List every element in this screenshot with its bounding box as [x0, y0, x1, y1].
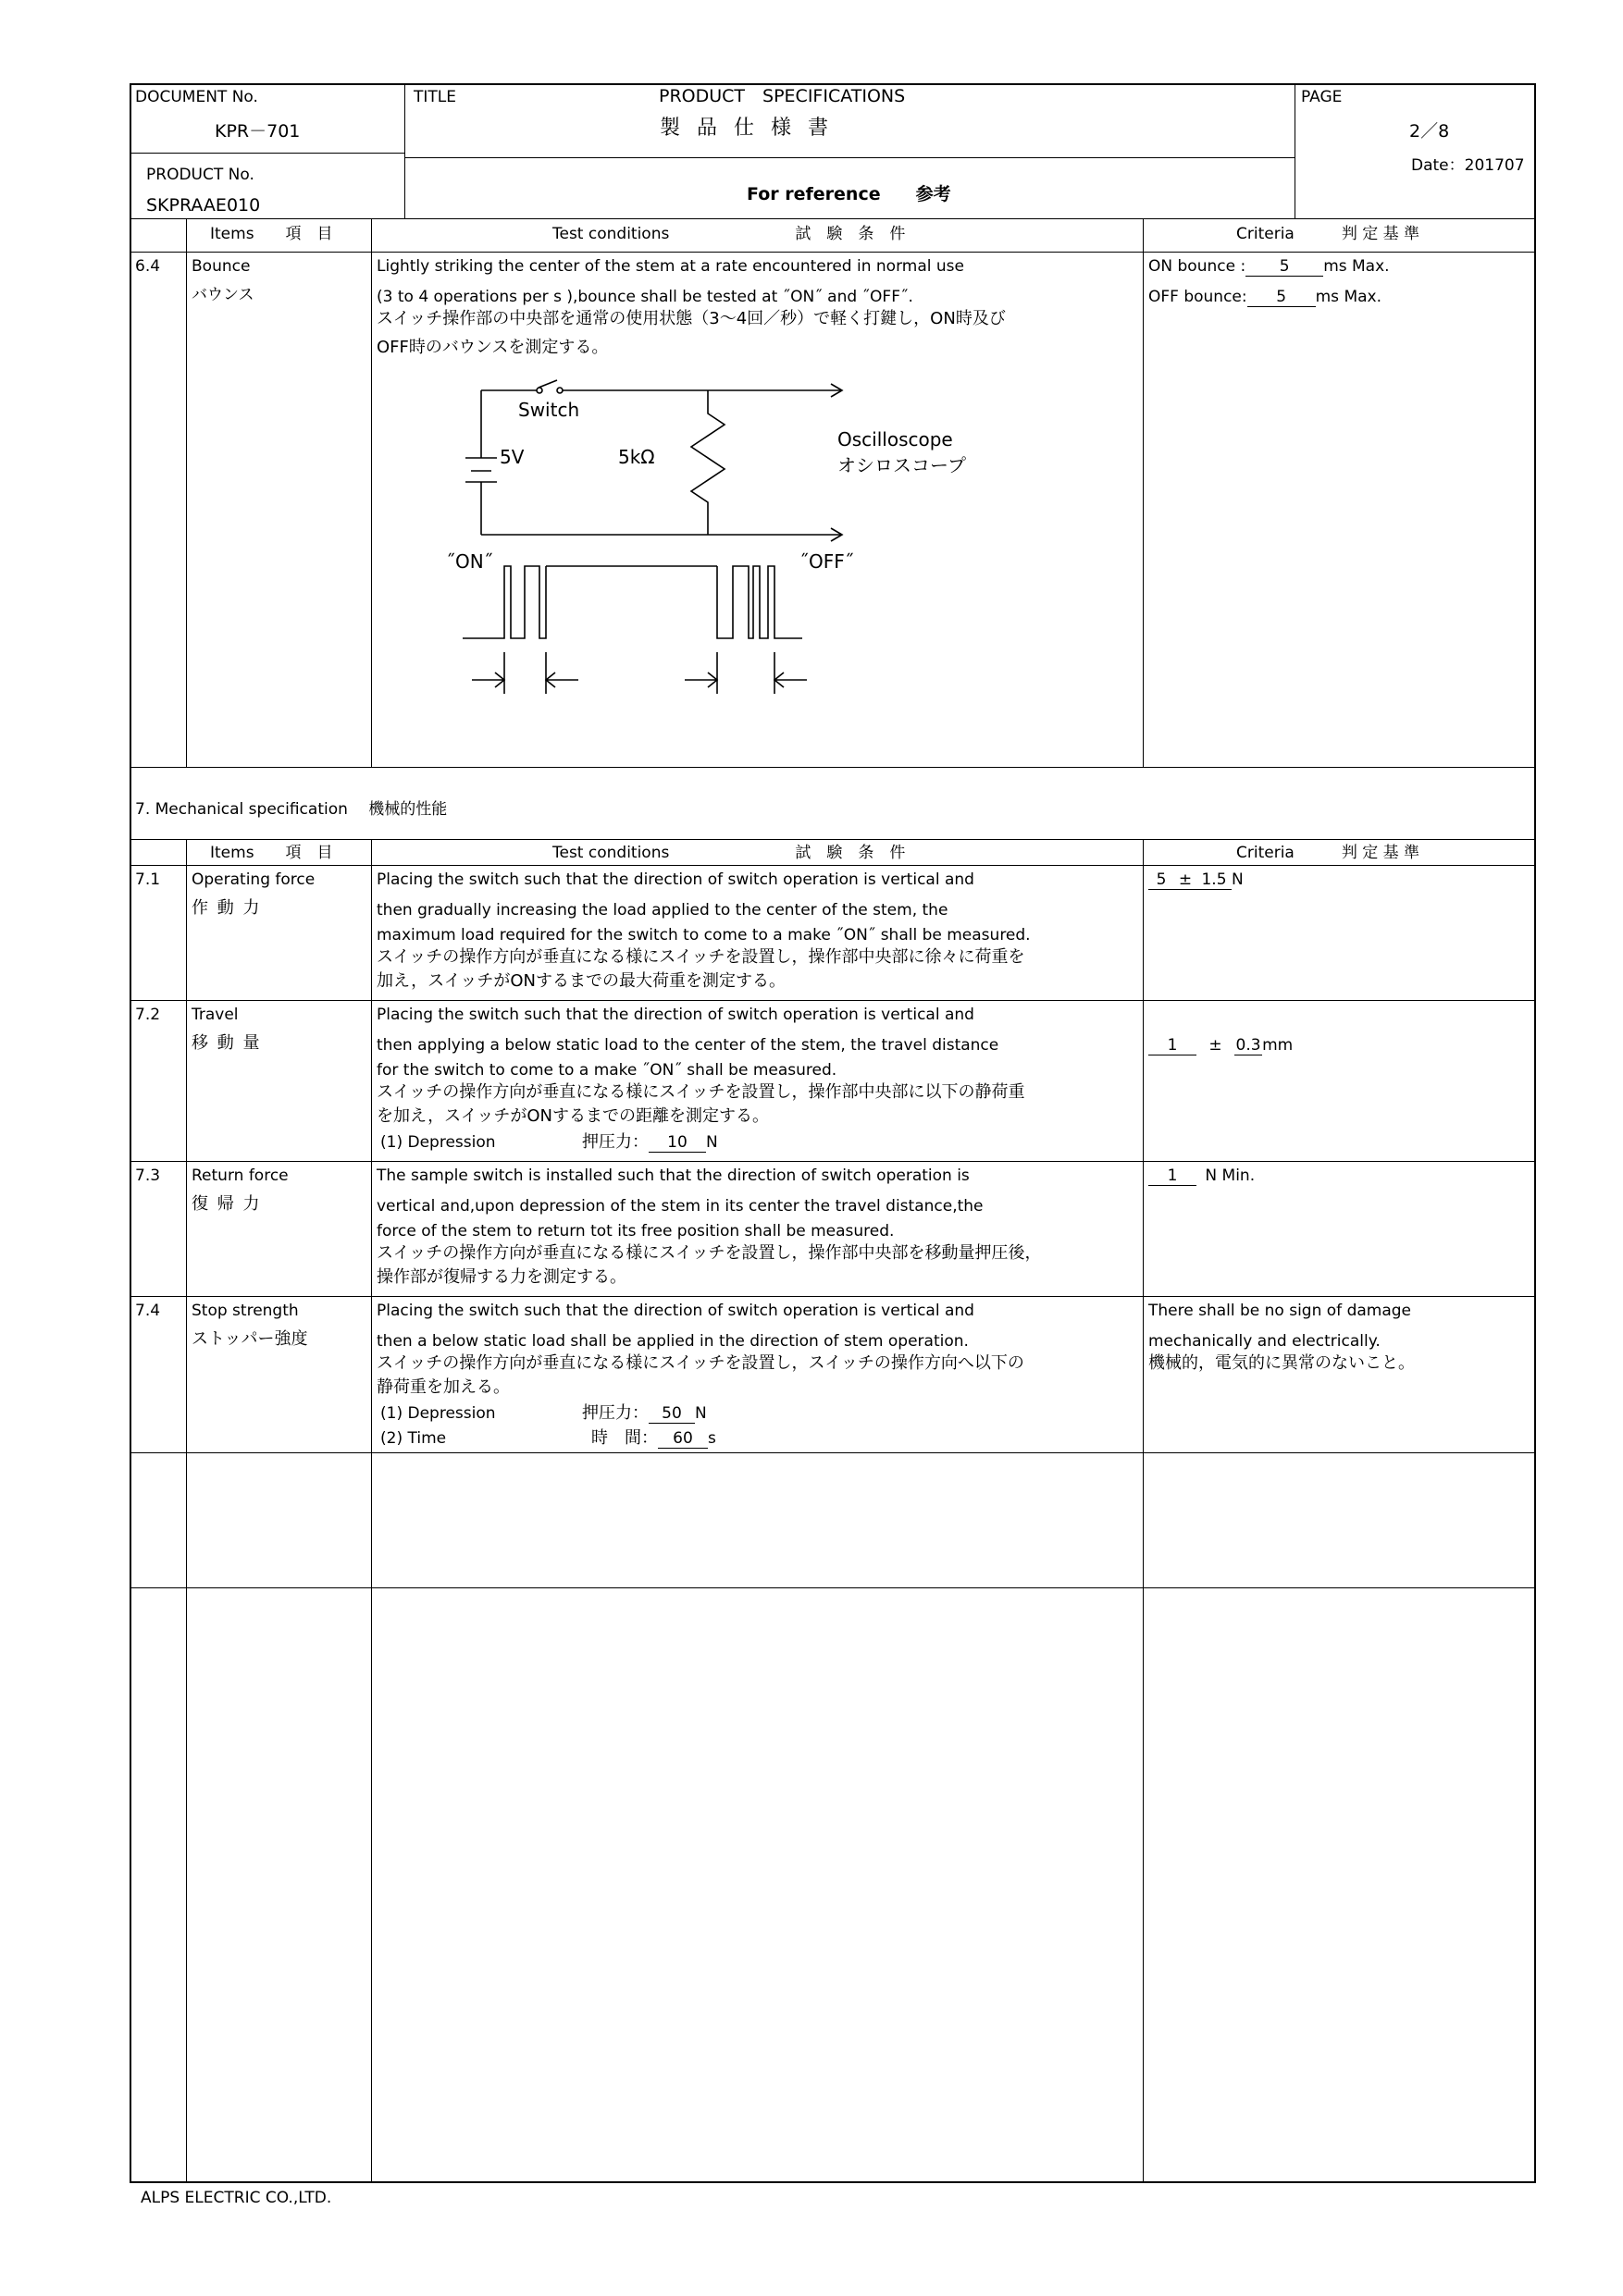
col-header-test: Test conditions 試 験 条 件	[552, 844, 906, 862]
doc-no-label: DOCUMENT No.	[135, 88, 258, 106]
row-divider	[130, 1296, 1536, 1297]
criteria-unit: N Min.	[1205, 1167, 1256, 1185]
test-text: スイッチの操作方向が垂直になる様にスイッチを設置し，スイッチの操作方向へ以下の	[377, 1353, 1024, 1373]
criteria-value: 1	[1148, 1167, 1196, 1186]
criteria-text: There shall be no sign of damage	[1148, 1302, 1412, 1320]
item-name-en: Return force	[192, 1167, 289, 1185]
col-divider	[1143, 218, 1144, 767]
criteria-unit: mm	[1262, 1036, 1294, 1055]
measure-arrow	[546, 673, 578, 687]
test-text: OFF時のバウンスを測定する。	[377, 338, 609, 357]
doc-no: KPR－701	[215, 121, 301, 142]
item-no: 7.3	[135, 1167, 161, 1185]
time-value: 60	[658, 1429, 708, 1449]
item-name-jp: 復 帰 力	[192, 1194, 262, 1214]
row-divider	[130, 1452, 1536, 1453]
item-name-en: Stop strength	[192, 1302, 299, 1320]
criteria-text: 機械的，電気的に異常のないこと。	[1148, 1353, 1415, 1373]
switch-label: Switch	[518, 399, 580, 421]
title-en: PRODUCT SPECIFICATIONS	[659, 86, 906, 106]
bounce-circuit-diagram	[453, 375, 879, 717]
criteria-value: 5	[1148, 870, 1174, 890]
item-no: 6.4	[135, 257, 161, 276]
product-no: SKPRAAE010	[146, 195, 261, 216]
col-header-criteria: Criteria 判 定 基 準	[1236, 225, 1420, 243]
col-header-items: Items 項 目	[210, 844, 333, 862]
test-text: Lightly striking the center of the stem at a rate encountered in normal use	[377, 257, 964, 276]
test-depression-line	[380, 1403, 707, 1424]
force-unit: N	[695, 1404, 707, 1423]
on-label: ˝ON˝	[446, 550, 493, 573]
test-text: Placing the switch such that the direction of switch operation is vertical and	[377, 870, 974, 889]
criteria-return-force	[1148, 1166, 1255, 1186]
off-label: ˝OFF˝	[799, 550, 854, 573]
test-time-line	[380, 1428, 716, 1449]
time-label-jp: 時 間：	[591, 1428, 658, 1448]
test-text: Placing the switch such that the direction of switch operation is vertical and	[377, 1006, 974, 1024]
measure-arrow	[774, 673, 807, 687]
on-waveform	[463, 566, 546, 638]
reference-note: For reference 参考	[747, 184, 951, 204]
test-text: for the switch to come to a make ˝ON˝ shall be measured.	[377, 1061, 837, 1080]
row-divider	[130, 767, 1536, 768]
title-label: TITLE	[414, 88, 456, 106]
test-depression-line	[380, 1132, 718, 1153]
product-no-label: PRODUCT No.	[146, 166, 254, 184]
force-value: 50	[649, 1404, 695, 1424]
time-unit: s	[708, 1429, 716, 1448]
time-label: (2) Time	[380, 1429, 447, 1448]
criteria-text: mechanically and electrically.	[1148, 1332, 1381, 1351]
item-no: 7.1	[135, 870, 161, 889]
force-value: 10	[649, 1133, 706, 1153]
measure-arrow	[685, 673, 717, 687]
oscilloscope-label-jp: オシロスコープ	[837, 454, 966, 476]
row-divider	[130, 865, 1536, 866]
row-divider	[130, 839, 1536, 840]
resistor	[691, 390, 725, 535]
item-no: 7.2	[135, 1006, 161, 1024]
item-name-en: Travel	[192, 1006, 239, 1024]
test-text: vertical and,upon depression of the stem in its center the travel distance,the	[377, 1197, 984, 1216]
test-text: を加え，スイッチがONするまでの距離を測定する。	[377, 1106, 769, 1126]
oscilloscope-label-en: Oscilloscope	[837, 428, 953, 451]
date: Date：201707	[1411, 156, 1525, 175]
header-divider	[404, 83, 405, 218]
force-label: 押圧力：	[582, 1403, 649, 1423]
criteria-value: 5	[1247, 288, 1316, 307]
company-footer: ALPS ELECTRIC CO.,LTD.	[141, 2189, 332, 2207]
criteria-value: 5	[1245, 257, 1323, 277]
criteria-tolerance: 1.5	[1196, 870, 1232, 890]
test-text: Placing the switch such that the direction of switch operation is vertical and	[377, 1302, 974, 1320]
col-divider	[186, 839, 187, 2183]
criteria-operating-force	[1148, 870, 1244, 890]
header-divider	[130, 218, 1536, 219]
switch-lever	[539, 380, 557, 388]
criteria-unit: N	[1232, 870, 1244, 889]
criteria-label: ON bounce :	[1148, 257, 1246, 276]
col-header-items: Items 項 目	[210, 225, 333, 243]
page-number: 2／8	[1409, 121, 1450, 142]
criteria-travel	[1148, 1035, 1293, 1055]
test-text: スイッチの操作方向が垂直になる様にスイッチを設置し，操作部中央部に以下の静荷重	[377, 1082, 1025, 1102]
col-header-test: Test conditions 試 験 条 件	[552, 225, 906, 243]
voltage-label: 5V	[500, 446, 525, 468]
resistor-label: 5kΩ	[618, 446, 655, 468]
col-divider	[371, 218, 372, 767]
test-text: force of the stem to return tot its free position shall be measured.	[377, 1222, 895, 1241]
col-divider	[1143, 839, 1144, 2183]
test-text: スイッチの操作方向が垂直になる様にスイッチを設置し，操作部中央部を移動量押圧後，	[377, 1243, 1042, 1263]
test-text: then applying a below static load to the center of the stem, the travel distance	[377, 1036, 999, 1055]
force-unit: N	[706, 1133, 718, 1152]
off-waveform	[717, 566, 802, 638]
col-divider	[186, 218, 187, 767]
item-name-jp: 移 動 量	[192, 1033, 262, 1053]
criteria-pm: ±	[1174, 870, 1196, 890]
test-text: スイッチの操作方向が垂直になる様にスイッチを設置し，操作部中央部に徐々に荷重を	[377, 947, 1025, 967]
row-divider	[130, 1161, 1536, 1162]
row-divider	[130, 1587, 1536, 1588]
item-name-jp: 作 動 力	[192, 898, 262, 918]
criteria-tolerance: 0.3	[1235, 1036, 1261, 1055]
item-name-en: Bounce	[192, 257, 251, 276]
criteria-on-bounce	[1148, 256, 1390, 277]
row-divider	[130, 1000, 1536, 1001]
criteria-unit: ms Max.	[1315, 288, 1381, 306]
page-label: PAGE	[1301, 88, 1343, 106]
depression-label: (1) Depression	[380, 1133, 496, 1152]
measure-arrow	[472, 673, 504, 687]
test-text: 操作部が復帰する力を測定する。	[377, 1267, 626, 1287]
item-name-jp: ストッパー強度	[192, 1329, 308, 1349]
criteria-unit: ms Max.	[1323, 257, 1390, 276]
item-no: 7.4	[135, 1302, 161, 1320]
test-text: 静荷重を加える。	[377, 1377, 510, 1397]
item-name-en: Operating force	[192, 870, 316, 889]
test-text: (3 to 4 operations per s ),bounce shall be tested at ˝ON˝ and ˝OFF˝.	[377, 288, 913, 306]
test-text: The sample switch is installed such that the direction of switch operation is	[377, 1167, 970, 1185]
col-divider	[371, 839, 372, 2183]
switch-contact	[537, 388, 542, 393]
item-name-jp: バウンス	[192, 286, 254, 304]
title-jp: 製品仕様書	[660, 117, 846, 140]
test-text: then a below static load shall be applied in the direction of stem operation.	[377, 1332, 969, 1351]
criteria-label: OFF bounce:	[1148, 288, 1247, 306]
criteria-off-bounce	[1148, 287, 1381, 307]
force-label: 押圧力：	[582, 1132, 649, 1152]
header-divider	[130, 153, 404, 154]
section-title: 7. Mechanical specification 機械的性能	[135, 800, 448, 819]
test-text: 加え，スイッチがONするまでの最大荷重を測定する。	[377, 971, 786, 991]
col-header-criteria: Criteria 判 定 基 準	[1236, 844, 1420, 862]
depression-label: (1) Depression	[380, 1404, 496, 1423]
criteria-value: 1	[1148, 1036, 1196, 1055]
test-text: maximum load required for the switch to come to a make ˝ON˝ shall be measured.	[377, 926, 1031, 944]
header-divider	[404, 157, 1295, 158]
test-text: then gradually increasing the load applied to the center of the stem, the	[377, 901, 948, 920]
switch-contact	[557, 388, 563, 393]
row-divider	[130, 252, 1536, 253]
test-text: スイッチ操作部の中央部を通常の使用状態（3～4回／秒）で軽く打鍵し，ON時及び	[377, 309, 1006, 328]
criteria-pm: ±	[1208, 1036, 1222, 1055]
